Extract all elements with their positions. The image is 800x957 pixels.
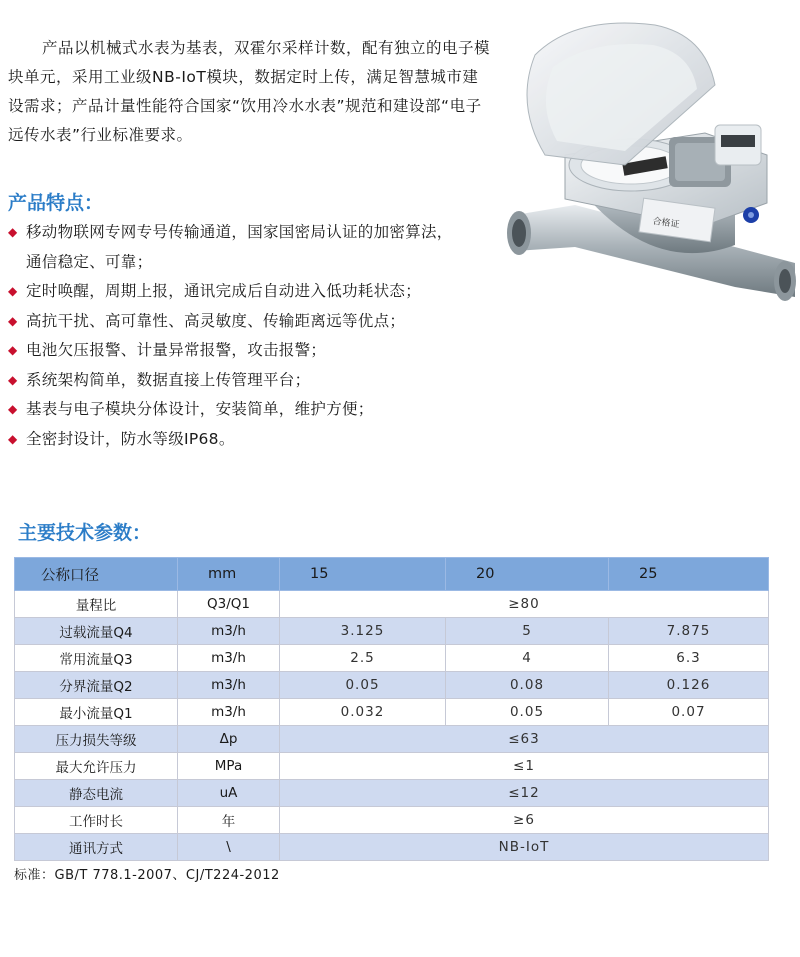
param-value: 0.032: [280, 699, 446, 726]
param-value: 5: [446, 618, 609, 645]
param-name: 最小流量Q1: [15, 699, 178, 726]
feature-item: ◆ 基表与电子模块分体设计，安装简单，维护方便；: [8, 395, 508, 425]
param-unit: 年: [178, 807, 280, 834]
param-unit: m3/h: [178, 618, 280, 645]
param-unit: m3/h: [178, 699, 280, 726]
feature-item: ◆ 全密封设计，防水等级IP68。: [8, 425, 508, 455]
features-title: 产品特点：: [8, 192, 104, 214]
param-value: 0.126: [609, 672, 769, 699]
param-unit: m3/h: [178, 672, 280, 699]
param-name: 量程比: [15, 591, 178, 618]
param-value: 0.08: [446, 672, 609, 699]
param-value: 0.05: [280, 672, 446, 699]
param-name: 过载流量Q4: [15, 618, 178, 645]
feature-item: ◆ 移动物联网专网专号传输通道，国家国密局认证的加密算法， 通信稳定、可靠；: [8, 218, 508, 277]
param-unit: MPa: [178, 753, 280, 780]
standard-note: 标准：GB/T 778.1-2007、CJ/T224-2012: [14, 868, 280, 883]
table-row: [15, 726, 769, 753]
param-value: 0.07: [609, 699, 769, 726]
diamond-bullet-icon: ◆: [8, 431, 18, 446]
param-value: ≤12: [280, 780, 769, 807]
table-row: [15, 780, 769, 807]
param-value: 4: [446, 645, 609, 672]
param-unit: Q3/Q1: [178, 591, 280, 618]
table-row: [15, 618, 769, 645]
table-row: [15, 699, 769, 726]
diamond-bullet-icon: ◆: [8, 343, 18, 357]
table-row: [15, 591, 769, 618]
param-value: 0.05: [446, 699, 609, 726]
table-row: [15, 807, 769, 834]
table-row: [15, 753, 769, 780]
diamond-bullet-icon: ◆: [8, 372, 18, 387]
diamond-bullet-icon: ◆: [8, 402, 18, 416]
param-value: ≤1: [280, 753, 769, 780]
param-value: ≥80: [280, 591, 769, 618]
feature-item: ◆ 电池欠压报警、计量异常报警，攻击报警；: [8, 336, 508, 366]
certificate-label: 合格证: [651, 216, 680, 231]
param-name: 最大允许压力: [15, 753, 178, 780]
feature-item: ◆ 高抗干扰、高可靠性、高灵敏度、传输距离远等优点；: [8, 307, 508, 337]
water-meter-image: [505, 15, 797, 305]
param-unit: Δp: [178, 726, 280, 753]
header-cell: 25: [609, 558, 769, 591]
param-name: 压力损失等级: [15, 726, 178, 753]
param-name: 静态电流: [15, 780, 178, 807]
header-cell: 20: [446, 558, 609, 591]
params-table: [14, 557, 769, 861]
param-value: 6.3: [609, 645, 769, 672]
param-name: 常用流量Q3: [15, 645, 178, 672]
header-cell: 15: [280, 558, 446, 591]
features-list: [8, 218, 508, 454]
feature-item: ◆ 定时唤醒，周期上报，通讯完成后自动进入低功耗状态；: [8, 277, 508, 307]
param-name: 通讯方式: [15, 834, 178, 861]
feature-item: ◆ 系统架构简单，数据直接上传管理平台；: [8, 366, 508, 396]
header-cell: mm: [178, 558, 280, 591]
param-name: 分界流量Q2: [15, 672, 178, 699]
param-unit: m3/h: [178, 645, 280, 672]
table-row: [15, 672, 769, 699]
param-unit: uA: [178, 780, 280, 807]
param-unit: \: [178, 834, 280, 861]
param-name: 工作时长: [15, 807, 178, 834]
params-title: 主要技术参数：: [18, 522, 152, 544]
param-value: 3.125: [280, 618, 446, 645]
table-header-row: [15, 558, 769, 591]
intro-paragraph: 产品以机械式水表为基表，双霍尔采样计数，配有独立的电子模块单元，采用工业级NB-IoT模块，数据定时上传，满足智慧城市建设需求；产品计量性能符合国家“饮用冷水水表”规范和建设部“电子远传水表”行业标准要求。: [8, 39, 491, 144]
param-value: 7.875: [609, 618, 769, 645]
table-row: [15, 645, 769, 672]
diamond-bullet-icon: ◆: [8, 284, 18, 298]
diamond-bullet-icon: ◆: [8, 225, 18, 239]
param-value: 2.5: [280, 645, 446, 672]
diamond-bullet-icon: ◆: [8, 313, 18, 328]
param-value: ≤63: [280, 726, 769, 753]
param-value: ≥6: [280, 807, 769, 834]
param-value: NB-IoT: [280, 834, 769, 861]
table-row: [15, 834, 769, 861]
header-cell: 公称口径: [15, 558, 178, 591]
